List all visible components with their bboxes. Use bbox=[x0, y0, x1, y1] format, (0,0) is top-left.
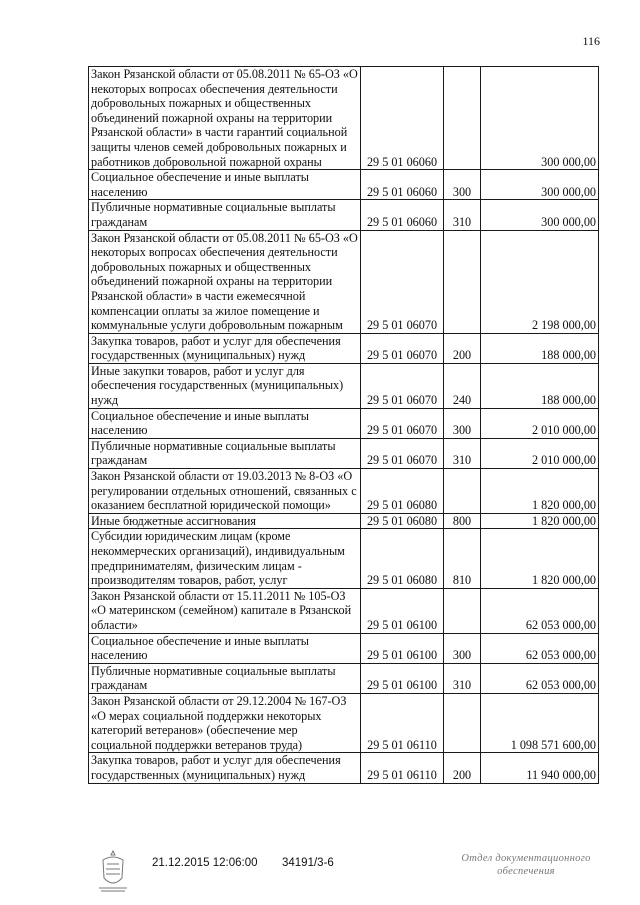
row-type-cell bbox=[444, 588, 481, 633]
row-type-cell: 200 bbox=[444, 333, 481, 363]
row-name-cell: Субсидии юридическим лицам (кроме некоммерческих организаций), индивидуальным предпринимателям, физическим лицам - производителям товаров, работ, услуг bbox=[89, 529, 361, 588]
row-amount-cell: 1 820 000,00 bbox=[481, 469, 599, 514]
row-name-cell: Социальное обеспечение и иные выплаты населению bbox=[89, 170, 361, 200]
row-amount-cell: 1 098 571 600,00 bbox=[481, 693, 599, 752]
row-amount-cell: 2 010 000,00 bbox=[481, 438, 599, 468]
row-name-cell: Закон Рязанской области от 05.08.2011 № 65-ОЗ «О некоторых вопросах обеспечения деятельности добровольных пожарных и общественных объединений пожарной охраны на территории Рязанской области» в части гарантий социальной защиты членов семей добровольных пожарных и работников добровольной пожарной охраны bbox=[89, 67, 361, 170]
table-row bbox=[89, 588, 599, 633]
table-row bbox=[89, 753, 599, 783]
row-name-cell: Закон Рязанской области от 19.03.2013 № 8-ОЗ «О регулировании отдельных отношений, связанных с оказанием бесплатной юридической помощи» bbox=[89, 469, 361, 514]
row-name-cell: Закон Рязанской области от 15.11.2011 № 105-ОЗ «О материнском (семейном) капитале в Рязанской области» bbox=[89, 588, 361, 633]
row-name-cell: Закон Рязанской области от 05.08.2011 № 65-ОЗ «О некоторых вопросах обеспечения деятельности добровольных пожарных и общественных объединений пожарной охраны на территории Рязанской области» в части ежемесячной компенсации оплаты за жилое помещение и коммунальные услуги добровольным пожарным bbox=[89, 230, 361, 333]
row-amount-cell: 2 198 000,00 bbox=[481, 230, 599, 333]
row-code-cell: 29 5 01 06110 bbox=[361, 753, 444, 783]
row-code-cell: 29 5 01 06110 bbox=[361, 693, 444, 752]
coat-of-arms-icon bbox=[94, 848, 132, 892]
row-name-cell: Публичные нормативные социальные выплаты гражданам bbox=[89, 438, 361, 468]
row-code-cell: 29 5 01 06100 bbox=[361, 633, 444, 663]
row-type-cell: 300 bbox=[444, 170, 481, 200]
row-type-cell: 800 bbox=[444, 513, 481, 529]
row-amount-cell: 62 053 000,00 bbox=[481, 663, 599, 693]
row-name-cell: Публичные нормативные социальные выплаты гражданам bbox=[89, 200, 361, 230]
table-row bbox=[89, 200, 599, 230]
row-type-cell: 310 bbox=[444, 200, 481, 230]
row-code-cell: 29 5 01 06070 bbox=[361, 438, 444, 468]
row-type-cell bbox=[444, 67, 481, 170]
row-amount-cell: 300 000,00 bbox=[481, 170, 599, 200]
budget-table-body bbox=[89, 67, 599, 784]
table-row bbox=[89, 663, 599, 693]
row-code-cell: 29 5 01 06070 bbox=[361, 333, 444, 363]
table-row bbox=[89, 529, 599, 588]
row-amount-cell: 188 000,00 bbox=[481, 333, 599, 363]
page-number: 116 bbox=[582, 34, 600, 48]
row-name-cell: Иные закупки товаров, работ и услуг для обеспечения государственных (муниципальных) нужд bbox=[89, 363, 361, 408]
row-amount-cell: 300 000,00 bbox=[481, 67, 599, 170]
row-amount-cell: 1 820 000,00 bbox=[481, 513, 599, 529]
row-type-cell bbox=[444, 693, 481, 752]
row-code-cell: 29 5 01 06060 bbox=[361, 170, 444, 200]
row-code-cell: 29 5 01 06070 bbox=[361, 408, 444, 438]
budget-table bbox=[88, 66, 599, 784]
row-code-cell: 29 5 01 06100 bbox=[361, 588, 444, 633]
row-amount-cell: 62 053 000,00 bbox=[481, 588, 599, 633]
row-code-cell: 29 5 01 06060 bbox=[361, 67, 444, 170]
row-name-cell: Иные бюджетные ассигнования bbox=[89, 513, 361, 529]
table-row bbox=[89, 363, 599, 408]
table-row bbox=[89, 513, 599, 529]
row-type-cell: 240 bbox=[444, 363, 481, 408]
row-code-cell: 29 5 01 06100 bbox=[361, 663, 444, 693]
row-name-cell: Публичные нормативные социальные выплаты гражданам bbox=[89, 663, 361, 693]
row-type-cell: 810 bbox=[444, 529, 481, 588]
row-type-cell: 200 bbox=[444, 753, 481, 783]
table-row bbox=[89, 230, 599, 333]
row-amount-cell: 62 053 000,00 bbox=[481, 633, 599, 663]
row-type-cell: 300 bbox=[444, 633, 481, 663]
row-amount-cell: 1 820 000,00 bbox=[481, 529, 599, 588]
row-code-cell: 29 5 01 06070 bbox=[361, 230, 444, 333]
footer-datetime: 21.12.2015 12:06:00 bbox=[152, 857, 258, 869]
table-row bbox=[89, 438, 599, 468]
footer-doc-number: 34191/3-6 bbox=[282, 857, 334, 869]
row-type-cell: 300 bbox=[444, 408, 481, 438]
row-type-cell bbox=[444, 230, 481, 333]
row-code-cell: 29 5 01 06080 bbox=[361, 469, 444, 514]
row-amount-cell: 300 000,00 bbox=[481, 200, 599, 230]
row-type-cell: 310 bbox=[444, 663, 481, 693]
row-code-cell: 29 5 01 06060 bbox=[361, 200, 444, 230]
table-row bbox=[89, 633, 599, 663]
row-name-cell: Закон Рязанской области от 29.12.2004 № 167-ОЗ «О мерах социальной поддержки некоторых категорий ветеранов» (обеспечение мер социальной поддержки ветеранов труда) bbox=[89, 693, 361, 752]
row-type-cell bbox=[444, 469, 481, 514]
table-row bbox=[89, 333, 599, 363]
row-name-cell: Закупка товаров, работ и услуг для обеспечения государственных (муниципальных) нужд bbox=[89, 753, 361, 783]
stamp-line-1: Отдел документационного bbox=[461, 853, 591, 864]
row-code-cell: 29 5 01 06070 bbox=[361, 363, 444, 408]
row-code-cell: 29 5 01 06080 bbox=[361, 513, 444, 529]
row-amount-cell: 2 010 000,00 bbox=[481, 408, 599, 438]
table-row bbox=[89, 170, 599, 200]
row-code-cell: 29 5 01 06080 bbox=[361, 529, 444, 588]
row-name-cell: Социальное обеспечение и иные выплаты населению bbox=[89, 633, 361, 663]
table-row bbox=[89, 469, 599, 514]
row-amount-cell: 11 940 000,00 bbox=[481, 753, 599, 783]
table-row bbox=[89, 67, 599, 170]
row-type-cell: 310 bbox=[444, 438, 481, 468]
row-name-cell: Социальное обеспечение и иные выплаты населению bbox=[89, 408, 361, 438]
table-row bbox=[89, 408, 599, 438]
department-stamp bbox=[446, 852, 606, 878]
stamp-line-2: обеспечения bbox=[497, 866, 555, 877]
table-row bbox=[89, 693, 599, 752]
row-amount-cell: 188 000,00 bbox=[481, 363, 599, 408]
row-name-cell: Закупка товаров, работ и услуг для обеспечения государственных (муниципальных) нужд bbox=[89, 333, 361, 363]
